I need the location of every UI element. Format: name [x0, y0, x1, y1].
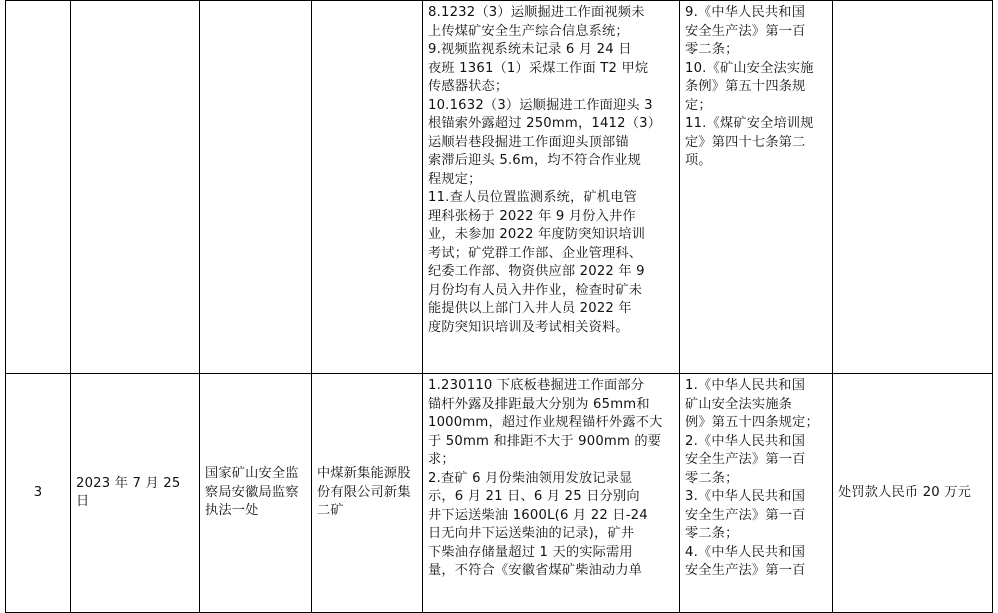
fact-line: 程规定； — [428, 171, 482, 187]
fact-line: 运顺岩巷段掘进工作面迎头顶部锚 — [428, 134, 629, 150]
fact-line: 考试；矿党群工作部、企业管理科、 — [428, 245, 643, 261]
prev-row-date-cell — [70, 0, 200, 374]
row3-date: 2023 年 7 月 25 日 — [76, 475, 181, 509]
prev-row-target-cell — [311, 0, 423, 374]
fact-line: 量，不符合《安徽省煤矿柴油动力单 — [428, 563, 643, 578]
basis-line: 4.《中华人民共和国 — [685, 544, 806, 560]
basis-line: 定； — [685, 97, 712, 113]
fact-line: 下柴油存储量超过 1 天的实际需用 — [428, 544, 633, 560]
basis-line: 定》第四十七条第二 — [685, 134, 806, 150]
fact-line: 月份均有人员入井作业，检查时矿未 — [428, 282, 643, 298]
fact-line: 锚杆外露及排距最大分别为 65mm和 — [428, 396, 650, 412]
fact-line: 于 50mm 和排距不大于 900mm 的要 — [428, 433, 662, 449]
fact-line: 日无向井下运送柴油的记录)，矿井 — [428, 526, 635, 541]
prev-row-facts — [423, 1, 679, 337]
prev-row-basis — [680, 1, 832, 171]
row3-facts — [423, 374, 679, 581]
basis-line: 3.《中华人民共和国 — [685, 489, 806, 504]
basis-line: 2.《中华人民共和国 — [685, 433, 806, 449]
fact-line: 1.230110 下底板巷掘进工作面部分 — [428, 378, 645, 393]
fact-line: 2.查矿 6 月份柴油领用发放记录显 — [428, 470, 633, 486]
basis-line: 安全生产法》第一百 — [685, 452, 806, 467]
row3-target: 中煤新集能源股份有限公司新集二矿 — [317, 466, 411, 519]
basis-line: 9.《中华人民共和国 — [685, 5, 806, 20]
basis-line: 1.《中华人民共和国 — [685, 378, 806, 393]
basis-line: 零二条； — [685, 42, 739, 57]
basis-line: 11.《煤矿安全培训规 — [685, 116, 814, 131]
fact-line: 8.1232（3）运顺掘进工作面视频未 — [428, 5, 645, 20]
basis-line: 安全生产法》第一百 — [685, 23, 806, 39]
fact-line: 求； — [428, 452, 455, 467]
basis-line: 安全生产法》第一百 — [685, 563, 806, 578]
row3-penalty: 处罚款人民币 20 万元 — [838, 484, 972, 500]
basis-line: 项。 — [685, 153, 712, 168]
row3-basis-cell — [679, 373, 833, 613]
basis-line: 矿山安全法实施条 — [685, 396, 793, 412]
fact-line: 纪委工作部、物资供应部 2022 年 9 — [428, 264, 645, 279]
fact-line: 井下运送柴油 1600L(6 月 22 日-24 — [428, 507, 648, 523]
fact-line: 根锚索外露超过 250mm，1412（3） — [428, 116, 662, 131]
fact-line: 示，6 月 21 日、6 月 25 日分别向 — [428, 489, 640, 504]
row3-basis — [680, 374, 832, 581]
prev-row-org-cell — [199, 0, 312, 374]
fact-line: 理科张杨于 2022 年 9 月份入井作 — [428, 208, 636, 224]
row3-target-cell — [311, 373, 423, 613]
fact-line: 上传煤矿安全生产综合信息系统； — [428, 23, 629, 39]
row3-date-cell — [70, 373, 200, 613]
prev-row-basis-cell — [679, 0, 833, 374]
fact-line: 业，未参加 2022 年度防突知识培训 — [428, 227, 646, 242]
fact-line: 10.1632（3）运顺掘进工作面迎头 3 — [428, 97, 653, 113]
fact-line: 9.视频监视系统未记录 6 月 24 日 — [428, 42, 632, 57]
fact-line: 11.查人员位置监测系统，矿机电管 — [428, 190, 637, 205]
fact-line: 1000mm，超过作业规程锚杆外露不大 — [428, 415, 663, 430]
row3-no: 3 — [33, 484, 43, 500]
row3-org: 国家矿山安全监察局安徽局监察执法一处 — [205, 466, 299, 519]
fact-line: 传感器状态； — [428, 79, 509, 94]
prev-row-no-cell — [5, 0, 71, 374]
basis-line: 例》第五十四条规定； — [685, 415, 819, 430]
prev-row-facts-cell — [422, 0, 680, 374]
row3-org-cell — [199, 373, 312, 613]
basis-line: 零二条； — [685, 470, 739, 486]
basis-line: 零二条； — [685, 526, 739, 541]
row3-penalty-cell — [832, 373, 993, 613]
basis-line: 条例》第五十四条规 — [685, 79, 806, 94]
prev-row-penalty-cell — [832, 0, 993, 374]
fact-line: 夜班 1361（1）采煤工作面 T2 甲烷 — [428, 60, 649, 76]
fact-line: 度防突知识培训及考试相关资料。 — [428, 319, 629, 335]
basis-line: 10.《矿山安全法实施 — [685, 60, 814, 76]
row3-facts-cell — [422, 373, 680, 613]
basis-line: 安全生产法》第一百 — [685, 507, 806, 523]
fact-line: 索滞后迎头 5.6m，均不符合作业规 — [428, 153, 642, 168]
fact-line: 能提供以上部门入井人员 2022 年 — [428, 301, 632, 316]
row3-no-cell — [5, 373, 71, 613]
